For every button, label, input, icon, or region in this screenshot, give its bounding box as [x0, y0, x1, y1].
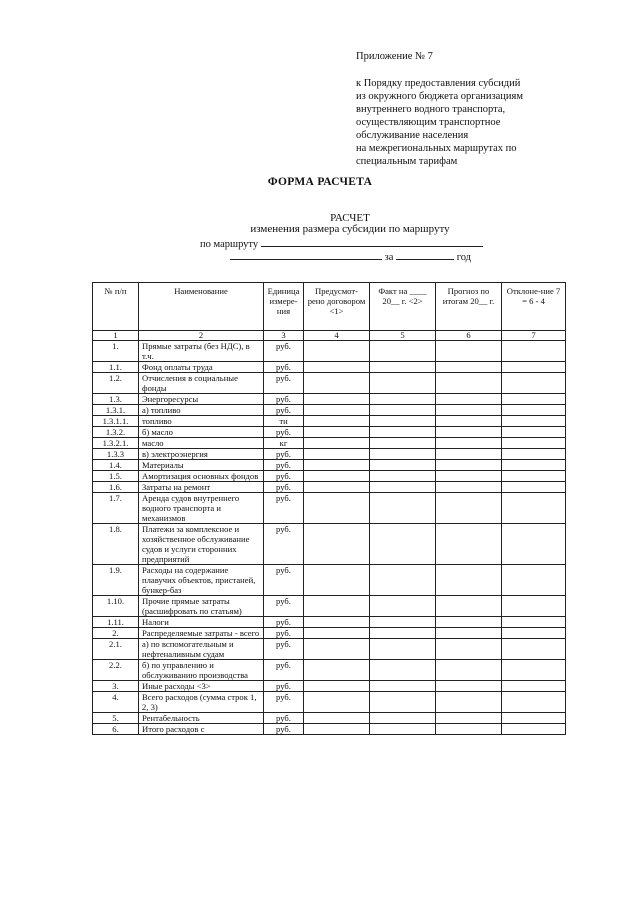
row-fact-cell — [370, 341, 436, 362]
row-name: Налоги — [139, 617, 264, 628]
row-planned-cell — [304, 660, 370, 681]
row-name: а) топливо — [139, 405, 264, 416]
row-planned-cell — [304, 524, 370, 565]
row-deviation-cell — [502, 449, 566, 460]
row-forecast-cell — [436, 438, 502, 449]
row-deviation-cell — [502, 639, 566, 660]
row-fact-cell — [370, 373, 436, 394]
table-row — [93, 724, 566, 735]
row-deviation-cell — [502, 471, 566, 482]
row-fact-cell — [370, 724, 436, 735]
row-name: Амортизация основных фондов — [139, 471, 264, 482]
calculation-table — [92, 282, 566, 735]
row-name: Отчисления в социальные фонды — [139, 373, 264, 394]
row-deviation-cell — [502, 416, 566, 427]
row-planned-cell — [304, 692, 370, 713]
row-deviation-cell — [502, 660, 566, 681]
row-planned-cell — [304, 681, 370, 692]
row-unit: руб. — [264, 524, 304, 565]
row-fact-cell — [370, 482, 436, 493]
row-fact-cell — [370, 628, 436, 639]
period-blank — [230, 250, 382, 260]
za-label: за — [384, 252, 394, 263]
row-fact-cell — [370, 416, 436, 427]
row-planned-cell — [304, 373, 370, 394]
table-row — [93, 460, 566, 471]
row-name: Платежи за комплексное и хозяйственное обслуживание судов и услуги сторонних предприятий — [139, 524, 264, 565]
table-row — [93, 471, 566, 482]
row-unit: руб. — [264, 362, 304, 373]
row-name: Аренда судов внутреннего водного транспорта и механизмов — [139, 493, 264, 524]
row-unit: руб. — [264, 596, 304, 617]
form-title: ФОРМА РАСЧЕТА — [267, 176, 373, 188]
row-planned-cell — [304, 482, 370, 493]
row-planned-cell — [304, 460, 370, 471]
row-forecast-cell — [436, 565, 502, 596]
row-number: 1.8. — [93, 524, 139, 565]
row-number: 2.2. — [93, 660, 139, 681]
table-row — [93, 427, 566, 438]
row-deviation-cell — [502, 460, 566, 471]
row-deviation-cell — [502, 628, 566, 639]
row-forecast-cell — [436, 427, 502, 438]
row-forecast-cell — [436, 493, 502, 524]
row-number: 1.9. — [93, 565, 139, 596]
row-unit: руб. — [264, 341, 304, 362]
row-unit: руб. — [264, 692, 304, 713]
row-unit: руб. — [264, 482, 304, 493]
row-number: 2.1. — [93, 639, 139, 660]
row-deviation-cell — [502, 724, 566, 735]
row-deviation-cell — [502, 681, 566, 692]
row-unit: руб. — [264, 565, 304, 596]
row-unit: тн — [264, 416, 304, 427]
header-row — [93, 283, 566, 331]
calc-title: РАСЧЕТ — [330, 212, 370, 224]
row-number: 1.10. — [93, 596, 139, 617]
table-row — [93, 394, 566, 405]
row-planned-cell — [304, 416, 370, 427]
row-forecast-cell — [436, 628, 502, 639]
row-forecast-cell — [436, 449, 502, 460]
row-planned-cell — [304, 405, 370, 416]
row-planned-cell — [304, 362, 370, 373]
row-planned-cell — [304, 493, 370, 524]
row-unit: руб. — [264, 373, 304, 394]
row-fact-cell — [370, 639, 436, 660]
row-fact-cell — [370, 617, 436, 628]
calc-subtitle: изменения размера субсидии по маршруту — [250, 223, 450, 235]
header-unit: Единица измере-ния — [264, 283, 304, 331]
col-number: 5 — [370, 331, 436, 341]
row-forecast-cell — [436, 692, 502, 713]
header-fact: Факт на ____ 20__ г. <2> — [370, 283, 436, 331]
row-forecast-cell — [436, 617, 502, 628]
row-planned-cell — [304, 617, 370, 628]
row-number: 1.3.1. — [93, 405, 139, 416]
row-unit: руб. — [264, 394, 304, 405]
row-fact-cell — [370, 524, 436, 565]
row-planned-cell — [304, 713, 370, 724]
year-label: год — [456, 252, 472, 263]
row-forecast-cell — [436, 724, 502, 735]
row-unit: руб. — [264, 628, 304, 639]
row-name: а) по вспомогательным и нефтеналивным судам — [139, 639, 264, 660]
table-row — [93, 660, 566, 681]
row-number: 1.5. — [93, 471, 139, 482]
row-fact-cell — [370, 471, 436, 482]
row-forecast-cell — [436, 394, 502, 405]
row-forecast-cell — [436, 416, 502, 427]
row-fact-cell — [370, 438, 436, 449]
row-number: 2. — [93, 628, 139, 639]
row-deviation-cell — [502, 565, 566, 596]
row-forecast-cell — [436, 362, 502, 373]
row-number: 1.3. — [93, 394, 139, 405]
row-fact-cell — [370, 449, 436, 460]
row-number: 1.3.2. — [93, 427, 139, 438]
row-planned-cell — [304, 724, 370, 735]
route-label: по маршруту — [200, 239, 259, 250]
row-deviation-cell — [502, 373, 566, 394]
table-row — [93, 524, 566, 565]
row-fact-cell — [370, 493, 436, 524]
row-fact-cell — [370, 713, 436, 724]
row-unit: руб. — [264, 639, 304, 660]
year-blank — [396, 250, 454, 260]
row-planned-cell — [304, 341, 370, 362]
row-unit: кг — [264, 438, 304, 449]
row-deviation-cell — [502, 362, 566, 373]
header-deviation: Отклоне-ние 7 = 6 - 4 — [502, 283, 566, 331]
row-forecast-cell — [436, 460, 502, 471]
appendix-line: к Порядку предоставления субсидий — [356, 78, 521, 89]
row-deviation-cell — [502, 438, 566, 449]
row-fact-cell — [370, 692, 436, 713]
row-deviation-cell — [502, 617, 566, 628]
row-fact-cell — [370, 681, 436, 692]
row-name: б) по управлению и обслуживанию производства — [139, 660, 264, 681]
table-row — [93, 362, 566, 373]
col-number: 3 — [264, 331, 304, 341]
header-planned: Предусмот-рено договором <1> — [304, 283, 370, 331]
row-name: Фонд оплаты труда — [139, 362, 264, 373]
row-deviation-cell — [502, 394, 566, 405]
row-forecast-cell — [436, 373, 502, 394]
table-row — [93, 416, 566, 427]
row-deviation-cell — [502, 524, 566, 565]
row-unit: руб. — [264, 449, 304, 460]
row-number: 1. — [93, 341, 139, 362]
row-fact-cell — [370, 596, 436, 617]
table-row — [93, 617, 566, 628]
table-row — [93, 438, 566, 449]
table-row — [93, 628, 566, 639]
col-number: 4 — [304, 331, 370, 341]
appendix-line: внутреннего водного транспорта, — [356, 104, 506, 115]
row-name: Материалы — [139, 460, 264, 471]
row-unit: руб. — [264, 460, 304, 471]
row-name: Иные расходы <3> — [139, 681, 264, 692]
table-row — [93, 341, 566, 362]
row-number: 3. — [93, 681, 139, 692]
row-deviation-cell — [502, 427, 566, 438]
row-planned-cell — [304, 438, 370, 449]
appendix-line: из окружного бюджета организациям — [356, 91, 524, 102]
row-fact-cell — [370, 460, 436, 471]
table-row — [93, 482, 566, 493]
row-number: 1.3.3 — [93, 449, 139, 460]
appendix-line: осуществляющим транспортное — [356, 117, 501, 128]
row-planned-cell — [304, 449, 370, 460]
row-fact-cell — [370, 394, 436, 405]
route-blank — [261, 237, 483, 247]
row-unit: руб. — [264, 724, 304, 735]
column-number-row — [93, 331, 566, 341]
row-forecast-cell — [436, 596, 502, 617]
row-planned-cell — [304, 427, 370, 438]
row-deviation-cell — [502, 596, 566, 617]
row-unit: руб. — [264, 427, 304, 438]
row-planned-cell — [304, 596, 370, 617]
header-forecast: Прогноз по итогам 20__ г. — [436, 283, 502, 331]
appendix-number: Приложение № 7 — [356, 51, 433, 62]
row-deviation-cell — [502, 493, 566, 524]
table-row — [93, 565, 566, 596]
col-number: 7 — [502, 331, 566, 341]
row-forecast-cell — [436, 482, 502, 493]
appendix-block — [356, 50, 596, 168]
table-row — [93, 405, 566, 416]
row-number: 1.7. — [93, 493, 139, 524]
row-name: Рентабельность — [139, 713, 264, 724]
row-unit: руб. — [264, 617, 304, 628]
row-fact-cell — [370, 405, 436, 416]
row-deviation-cell — [502, 405, 566, 416]
row-name: Расходы на содержание плавучих объектов, пристаней, бункер-баз — [139, 565, 264, 596]
row-number: 1.6. — [93, 482, 139, 493]
row-number: 6. — [93, 724, 139, 735]
row-planned-cell — [304, 565, 370, 596]
row-forecast-cell — [436, 639, 502, 660]
row-unit: руб. — [264, 405, 304, 416]
header-name: Наименование — [139, 283, 264, 331]
row-forecast-cell — [436, 341, 502, 362]
table-row — [93, 681, 566, 692]
row-deviation-cell — [502, 482, 566, 493]
table-row — [93, 493, 566, 524]
row-planned-cell — [304, 639, 370, 660]
row-name: топливо — [139, 416, 264, 427]
row-forecast-cell — [436, 471, 502, 482]
row-forecast-cell — [436, 660, 502, 681]
col-number: 2 — [139, 331, 264, 341]
row-forecast-cell — [436, 681, 502, 692]
row-forecast-cell — [436, 524, 502, 565]
row-deviation-cell — [502, 692, 566, 713]
row-fact-cell — [370, 660, 436, 681]
row-number: 1.2. — [93, 373, 139, 394]
row-planned-cell — [304, 628, 370, 639]
row-name: Энергоресурсы — [139, 394, 264, 405]
row-number: 1.4. — [93, 460, 139, 471]
table-row — [93, 692, 566, 713]
row-name: масло — [139, 438, 264, 449]
row-fact-cell — [370, 565, 436, 596]
row-deviation-cell — [502, 713, 566, 724]
row-name: б) масло — [139, 427, 264, 438]
row-unit: руб. — [264, 681, 304, 692]
row-number: 1.3.2.1. — [93, 438, 139, 449]
appendix-line: на межрегиональных маршрутах по — [356, 143, 517, 154]
row-name: Прямые затраты (без НДС), в т.ч. — [139, 341, 264, 362]
row-name: Затраты на ремонт — [139, 482, 264, 493]
row-number: 4. — [93, 692, 139, 713]
row-name: в) электроэнергия — [139, 449, 264, 460]
row-fact-cell — [370, 362, 436, 373]
row-unit: руб. — [264, 471, 304, 482]
col-number: 1 — [93, 331, 139, 341]
row-forecast-cell — [436, 713, 502, 724]
row-number: 5. — [93, 713, 139, 724]
row-forecast-cell — [436, 405, 502, 416]
appendix-line: специальным тарифам — [356, 156, 458, 167]
row-name: Прочие прямые затраты (расшифровать по статьям) — [139, 596, 264, 617]
row-number: 1.11. — [93, 617, 139, 628]
row-unit: руб. — [264, 713, 304, 724]
row-unit: руб. — [264, 660, 304, 681]
row-name: Итого расходов с — [139, 724, 264, 735]
table-row — [93, 373, 566, 394]
row-planned-cell — [304, 471, 370, 482]
year-line — [230, 250, 471, 263]
row-planned-cell — [304, 394, 370, 405]
table-row — [93, 639, 566, 660]
header-num: № п/п — [93, 283, 139, 331]
row-name: Распределяемые затраты - всего — [139, 628, 264, 639]
row-deviation-cell — [502, 341, 566, 362]
row-name: Всего расходов (сумма строк 1, 2, 3) — [139, 692, 264, 713]
row-number: 1.1. — [93, 362, 139, 373]
row-number: 1.3.1.1. — [93, 416, 139, 427]
appendix-line: обслуживание населения — [356, 130, 469, 141]
table-row — [93, 449, 566, 460]
col-number: 6 — [436, 331, 502, 341]
row-fact-cell — [370, 427, 436, 438]
row-unit: руб. — [264, 493, 304, 524]
table-row — [93, 713, 566, 724]
table-row — [93, 596, 566, 617]
route-line — [200, 237, 483, 250]
